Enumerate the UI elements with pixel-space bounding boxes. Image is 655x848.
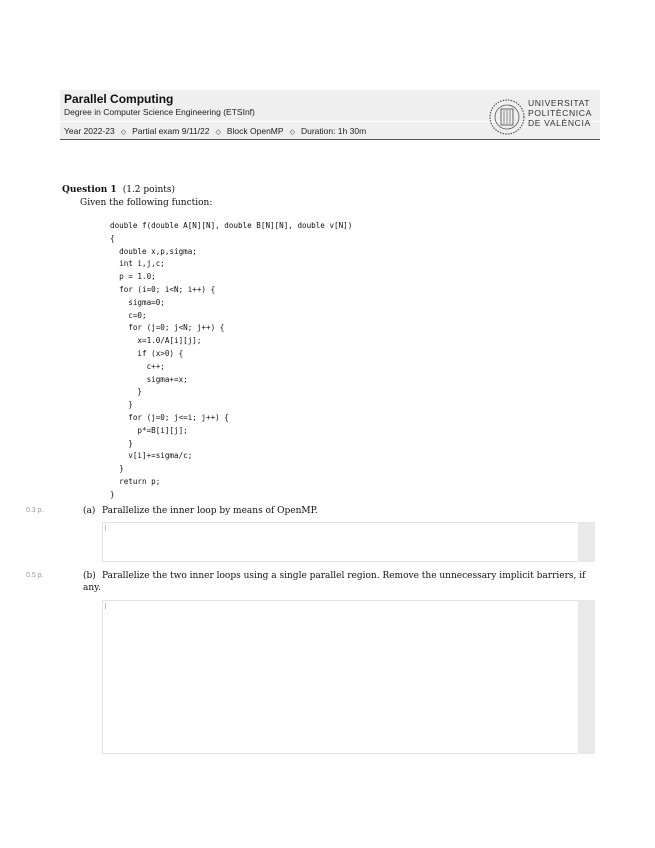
logo-line: DE VALÈNCIA xyxy=(528,118,591,128)
logo-line: POLITÈCNICA xyxy=(528,108,592,118)
meta-block: Block OpenMP xyxy=(226,126,284,136)
answer-box-a-scroll-area[interactable] xyxy=(578,522,595,562)
logo-line: UNIVERSITAT xyxy=(528,98,591,108)
text-cursor xyxy=(105,603,106,609)
meta-exam: Partial exam 9/11/22 xyxy=(132,126,210,136)
part-a-points: 0.3 p. xyxy=(26,507,44,514)
part-b-label: (b) xyxy=(83,571,96,581)
question-intro: Given the following function: xyxy=(80,198,213,208)
part-b xyxy=(83,570,598,594)
question-number: Question 1 xyxy=(62,185,117,195)
part-a-label: (a) xyxy=(83,506,96,516)
university-logo-text xyxy=(528,98,592,128)
code-listing: double f(double A[N][N], double B[N][N], double v[N]) { double x,p,sigma; int i,j,c; p = 1.0; for (i=0; i<N; i++) { sigma=0; c=0; for (j=0; j<N; j++) { x=1.0/A[i][j]; if (x>0) { c++; sigma+=x; } } for (j=0; j<=i; j++) { p*=B[i][j]; } v[i]+=sigma/c; } return p; } xyxy=(110,221,353,499)
question-heading xyxy=(62,185,175,195)
diamond-icon: ◇ xyxy=(120,129,127,136)
diamond-icon: ◇ xyxy=(215,129,221,136)
part-b-points: 0.5 p. xyxy=(26,572,44,579)
meta-duration: Duration: 1h 30m xyxy=(300,126,367,136)
meta-year: Year 2022-23 xyxy=(64,126,115,136)
degree-line: Degree in Computer Science Engineering (ETSInf) xyxy=(64,107,255,117)
header-bottom-rule xyxy=(60,139,600,140)
answer-box-b[interactable] xyxy=(102,600,579,754)
question-points: (1.2 points) xyxy=(122,185,175,195)
part-a xyxy=(83,505,598,517)
course-title: Parallel Computing xyxy=(64,92,174,106)
answer-box-b-scroll-area[interactable] xyxy=(578,600,595,754)
part-b-text: Parallelize the two inner loops using a single parallel region. Remove the unnecessary implicit barriers, if any. xyxy=(83,571,586,593)
text-cursor xyxy=(105,525,106,531)
answer-box-a[interactable] xyxy=(102,522,579,562)
diamond-icon: ◇ xyxy=(289,129,295,136)
part-a-text: Parallelize the inner loop by means of OpenMP. xyxy=(102,506,318,516)
exam-meta xyxy=(64,126,366,136)
